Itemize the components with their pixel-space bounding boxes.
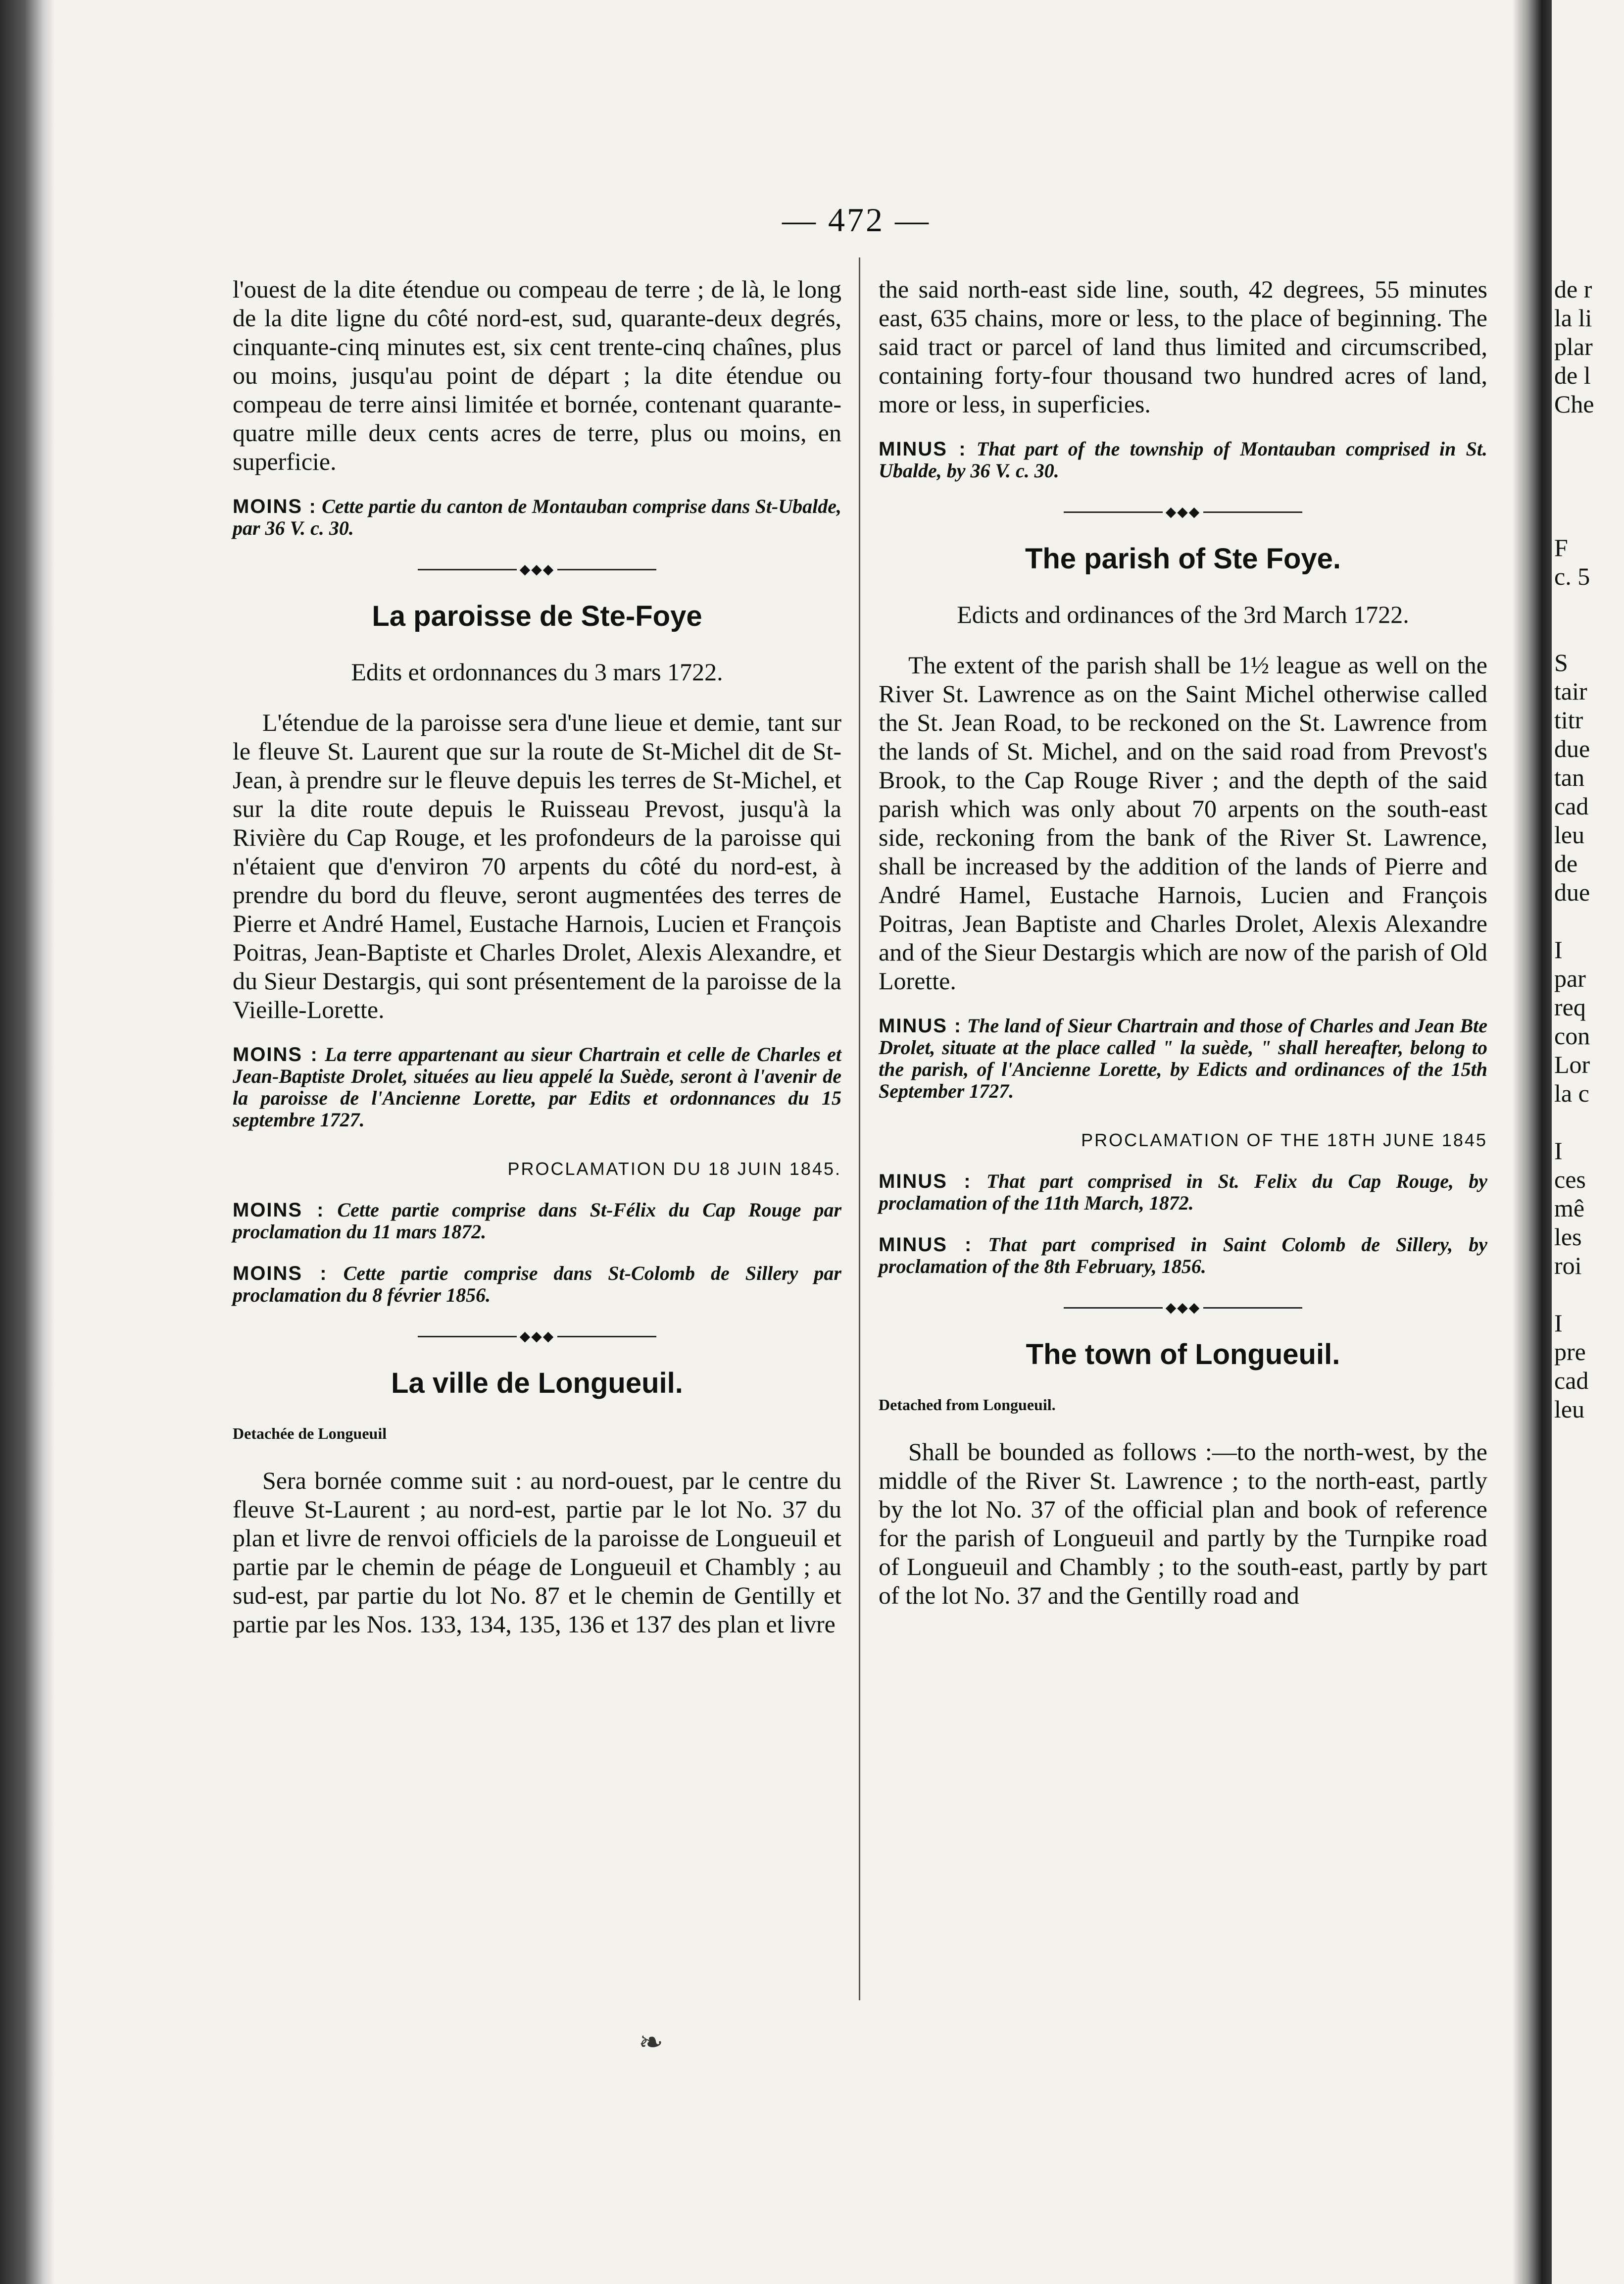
section-separator: ◆◆◆ (879, 1299, 1487, 1316)
next-page-fragment (1554, 275, 1624, 1423)
fragment-line (1554, 1108, 1624, 1136)
fragment-line: par (1554, 964, 1586, 992)
section-separator: ◆◆◆ (233, 1328, 841, 1345)
section-subheading: Edicts and ordinances of the 3rd March 1722. (957, 601, 1409, 628)
fragment-line (1554, 591, 1624, 619)
page-number: — 472 — (782, 201, 931, 239)
section-body: L'étendue de la paroisse sera d'une lieue et demie, tant sur le fleuve St. Laurent que sur la route de St-Michel dit de St-Jean, à prendre sur le fleuve depuis les terres de St-Michel, et sur la dite route depuis le Ruisseau Prevost, jusqu'à la Rivière du Cap Rouge, et les profondeurs de la paroisse qui n'étaient que d'environ 70 arpents du côté du nord-est, à prendre du bord du fleuve, seront augmentées des terres de Pierre et André Hamel, Eustache Harnois, Lucien et François Poitras, Jean-Baptiste et Charles Drolet, Alexis Alexandre, et du Sieur Destargis, qui sont présentement de la paroisse de la Vieille-Lorette. (233, 709, 841, 1023)
fragment-line: plar (1554, 333, 1593, 360)
section-body: Sera bornée comme suit : au nord-ouest, par le centre du fleuve St-Laurent ; au nord-est, partie par le lot No. 37 du plan et livre de renvoi officiels de la paroisse de Longueuil et partie par le chemin de péage de Longueuil et Chambly ; au sud-est, par partie du lot No. 87 et le chemin de Gentilly et partie par les Nos. 133, 134, 135, 136 et 137 des plan et livre (233, 1467, 841, 1638)
scan-left-edge (0, 0, 54, 2284)
proclamation-line: PROCLAMATION OF THE 18TH JUNE 1845 (1081, 1130, 1487, 1150)
minus-label: MOINS : (233, 1044, 318, 1066)
fragment-line: cad (1554, 792, 1589, 820)
minus-label: MOINS : (233, 1263, 328, 1284)
minus-text: La terre appartenant au sieur Chartrain et celle de Charles et Jean-Baptiste Drolet, situées au lieu appelé la Suède, seront à l'avenir de la paroisse de l'Ancienne Lorette, par Edits et ordonnances du 15 septembre 1727. (233, 1043, 842, 1131)
section-separator: ◆◆◆ (879, 504, 1487, 520)
fragment-line (1554, 1280, 1624, 1309)
minus-text: That part of the township of Montauban comprised in St. Ubalde, by 36 V. c. 30. (879, 438, 1487, 482)
minus-note (879, 1015, 1487, 1102)
minus-note (233, 1263, 841, 1306)
fragment-line: Che (1554, 390, 1594, 418)
minus-note (233, 1199, 841, 1243)
fragment-line: I (1554, 936, 1563, 964)
fragment-line: pre (1554, 1338, 1586, 1366)
section-separator: ◆◆◆ (233, 561, 841, 578)
fragment-line: ces (1554, 1166, 1586, 1193)
section-heading: The parish of Ste Foye. (1025, 543, 1341, 575)
fragment-line (1554, 418, 1624, 447)
fragment-line: la c (1554, 1079, 1589, 1107)
minus-label: MOINS : (233, 496, 317, 517)
fragment-line: de r (1554, 275, 1592, 303)
fragment-line: due (1554, 878, 1590, 906)
fragment-line (1554, 505, 1624, 533)
section-heading: The town of Longueuil. (1026, 1338, 1340, 1370)
fragment-line: roi (1554, 1252, 1582, 1279)
minus-note (233, 496, 841, 539)
fragment-line: I (1554, 1309, 1563, 1337)
minus-label: MINUS : (879, 1170, 972, 1192)
fragment-line: de l (1554, 361, 1591, 389)
fragment-line: tair (1554, 677, 1587, 705)
minus-note (879, 1170, 1487, 1214)
fragment-line: cad (1554, 1367, 1589, 1394)
minus-note (233, 1044, 841, 1131)
fragment-line: leu (1554, 1395, 1585, 1423)
ornament-icon: ❧ (639, 2026, 664, 2059)
detached-note: Detachée de Longueuil (233, 1424, 387, 1442)
section-heading: La paroisse de Ste-Foye (372, 600, 702, 632)
fragment-line: titr (1554, 706, 1583, 734)
section-heading: La ville de Longueuil. (391, 1367, 683, 1399)
minus-label: MINUS : (879, 1015, 962, 1037)
minus-text: The land of Sieur Chartrain and those of Charles and Jean Bte Drolet, situate at the place called " la suède, " shall hereafter, belong to the parish, of l'Ancienne Lorette, by Edicts and ordinances of the 15th September 1727. (879, 1015, 1487, 1102)
minus-text: Cette partie comprise dans St-Colomb de Sillery par proclamation du 8 février 1856. (233, 1262, 841, 1306)
section-body: Shall be bounded as follows :—to the north-west, by the middle of the River St. Lawrence ; to the north-east, partly by the lot No. 37 of the official plan and book of reference for the parish of Longueuil and partly by the Turnpike road of Longueuil and Chambly ; to the south-east, partly by part of the lot No. 37 and the Gentilly road and (879, 1438, 1487, 1609)
fragment-line: c. 5 (1554, 562, 1590, 590)
minus-note (879, 1234, 1487, 1277)
fragment-line: leu (1554, 821, 1585, 849)
fragment-line: I (1554, 1137, 1563, 1165)
proclamation-line: PROCLAMATION DU 18 JUIN 1845. (507, 1159, 841, 1179)
english-column (879, 275, 1487, 1610)
minus-text: That part comprised in St. Felix du Cap Rouge, by proclamation of the 11th March, 1872. (879, 1170, 1488, 1214)
section-body: The extent of the parish shall be 1½ league as well on the River St. Lawrence as on the Saint Michel otherwise called the St. Jean Road, to be reckoned on the St. Lawrence from the lands of St. Michel, and on the said road from Prevost's Brook, to the Cap Rouge River ; and the depth of the said parish which was only about 70 arpents on the south-east side, reckoning from the bank of the River St. Lawrence, shall be increased by the addition of the lands of Pierre and André Hamel, Eustache Harnois, Lucien and François Poitras, Jean Baptiste and Charles Drolet, Alexis Alexandre and of the Sieur Destargis which are now of the parish of Old Lorette. (879, 651, 1487, 995)
minus-label: MOINS : (233, 1199, 325, 1221)
fragment-line (1554, 476, 1624, 505)
fragment-line: F (1554, 534, 1568, 561)
minus-text: Cette partie du canton de Montauban comprise dans St-Ubalde, par 36 V. c. 30. (233, 495, 842, 539)
column-divider (859, 257, 860, 2000)
minus-label: MINUS : (879, 438, 967, 460)
intro-paragraph: the said north-east side line, south, 42 degrees, 55 minutes east, 635 chains, more or less, to the place of beginning. The said tract or parcel of land thus limited and circumscribed, containing forty-four thousand two hundred acres of land, more or less, in superficies. (879, 275, 1487, 418)
section-subheading: Edits et ordonnances du 3 mars 1722. (351, 658, 723, 686)
fragment-line: S (1554, 649, 1568, 676)
fragment-line: les (1554, 1223, 1582, 1251)
fragment-line: tan (1554, 763, 1585, 791)
fragment-line: due (1554, 735, 1590, 762)
fragment-line: Lor (1554, 1051, 1590, 1078)
detached-note: Detached from Longueuil. (879, 1396, 1056, 1414)
fragment-line (1554, 619, 1624, 648)
fragment-line: con (1554, 1022, 1590, 1050)
book-gutter (1512, 0, 1552, 2284)
minus-note (879, 438, 1487, 482)
minus-text: Cette partie comprise dans St-Félix du Cap Rouge par proclamation du 11 mars 1872. (233, 1199, 842, 1243)
fragment-line (1554, 907, 1624, 935)
french-column (233, 275, 841, 1638)
intro-paragraph: l'ouest de la dite étendue ou compeau de terre ; de là, le long de la dite ligne du côté nord-est, sud, quarante-deux degrés, cinquante-cinq minutes est, six cent trente-cinq chaînes, plus ou moins, jusqu'au point de départ ; la dite étendue ou compeau de terre ainsi limitée et bornée, contenant quarante-quatre mille deux cents acres de terre, plus ou moins, en superficie. (233, 275, 841, 475)
fragment-line: mê (1554, 1194, 1585, 1222)
minus-text: That part comprised in Saint Colomb de Sillery, by proclamation of the 8th February, 1856. (879, 1233, 1487, 1277)
fragment-line: la li (1554, 304, 1592, 332)
fragment-line: req (1554, 993, 1586, 1021)
fragment-line (1554, 447, 1624, 476)
minus-label: MINUS : (879, 1234, 973, 1256)
fragment-line: de (1554, 850, 1578, 877)
